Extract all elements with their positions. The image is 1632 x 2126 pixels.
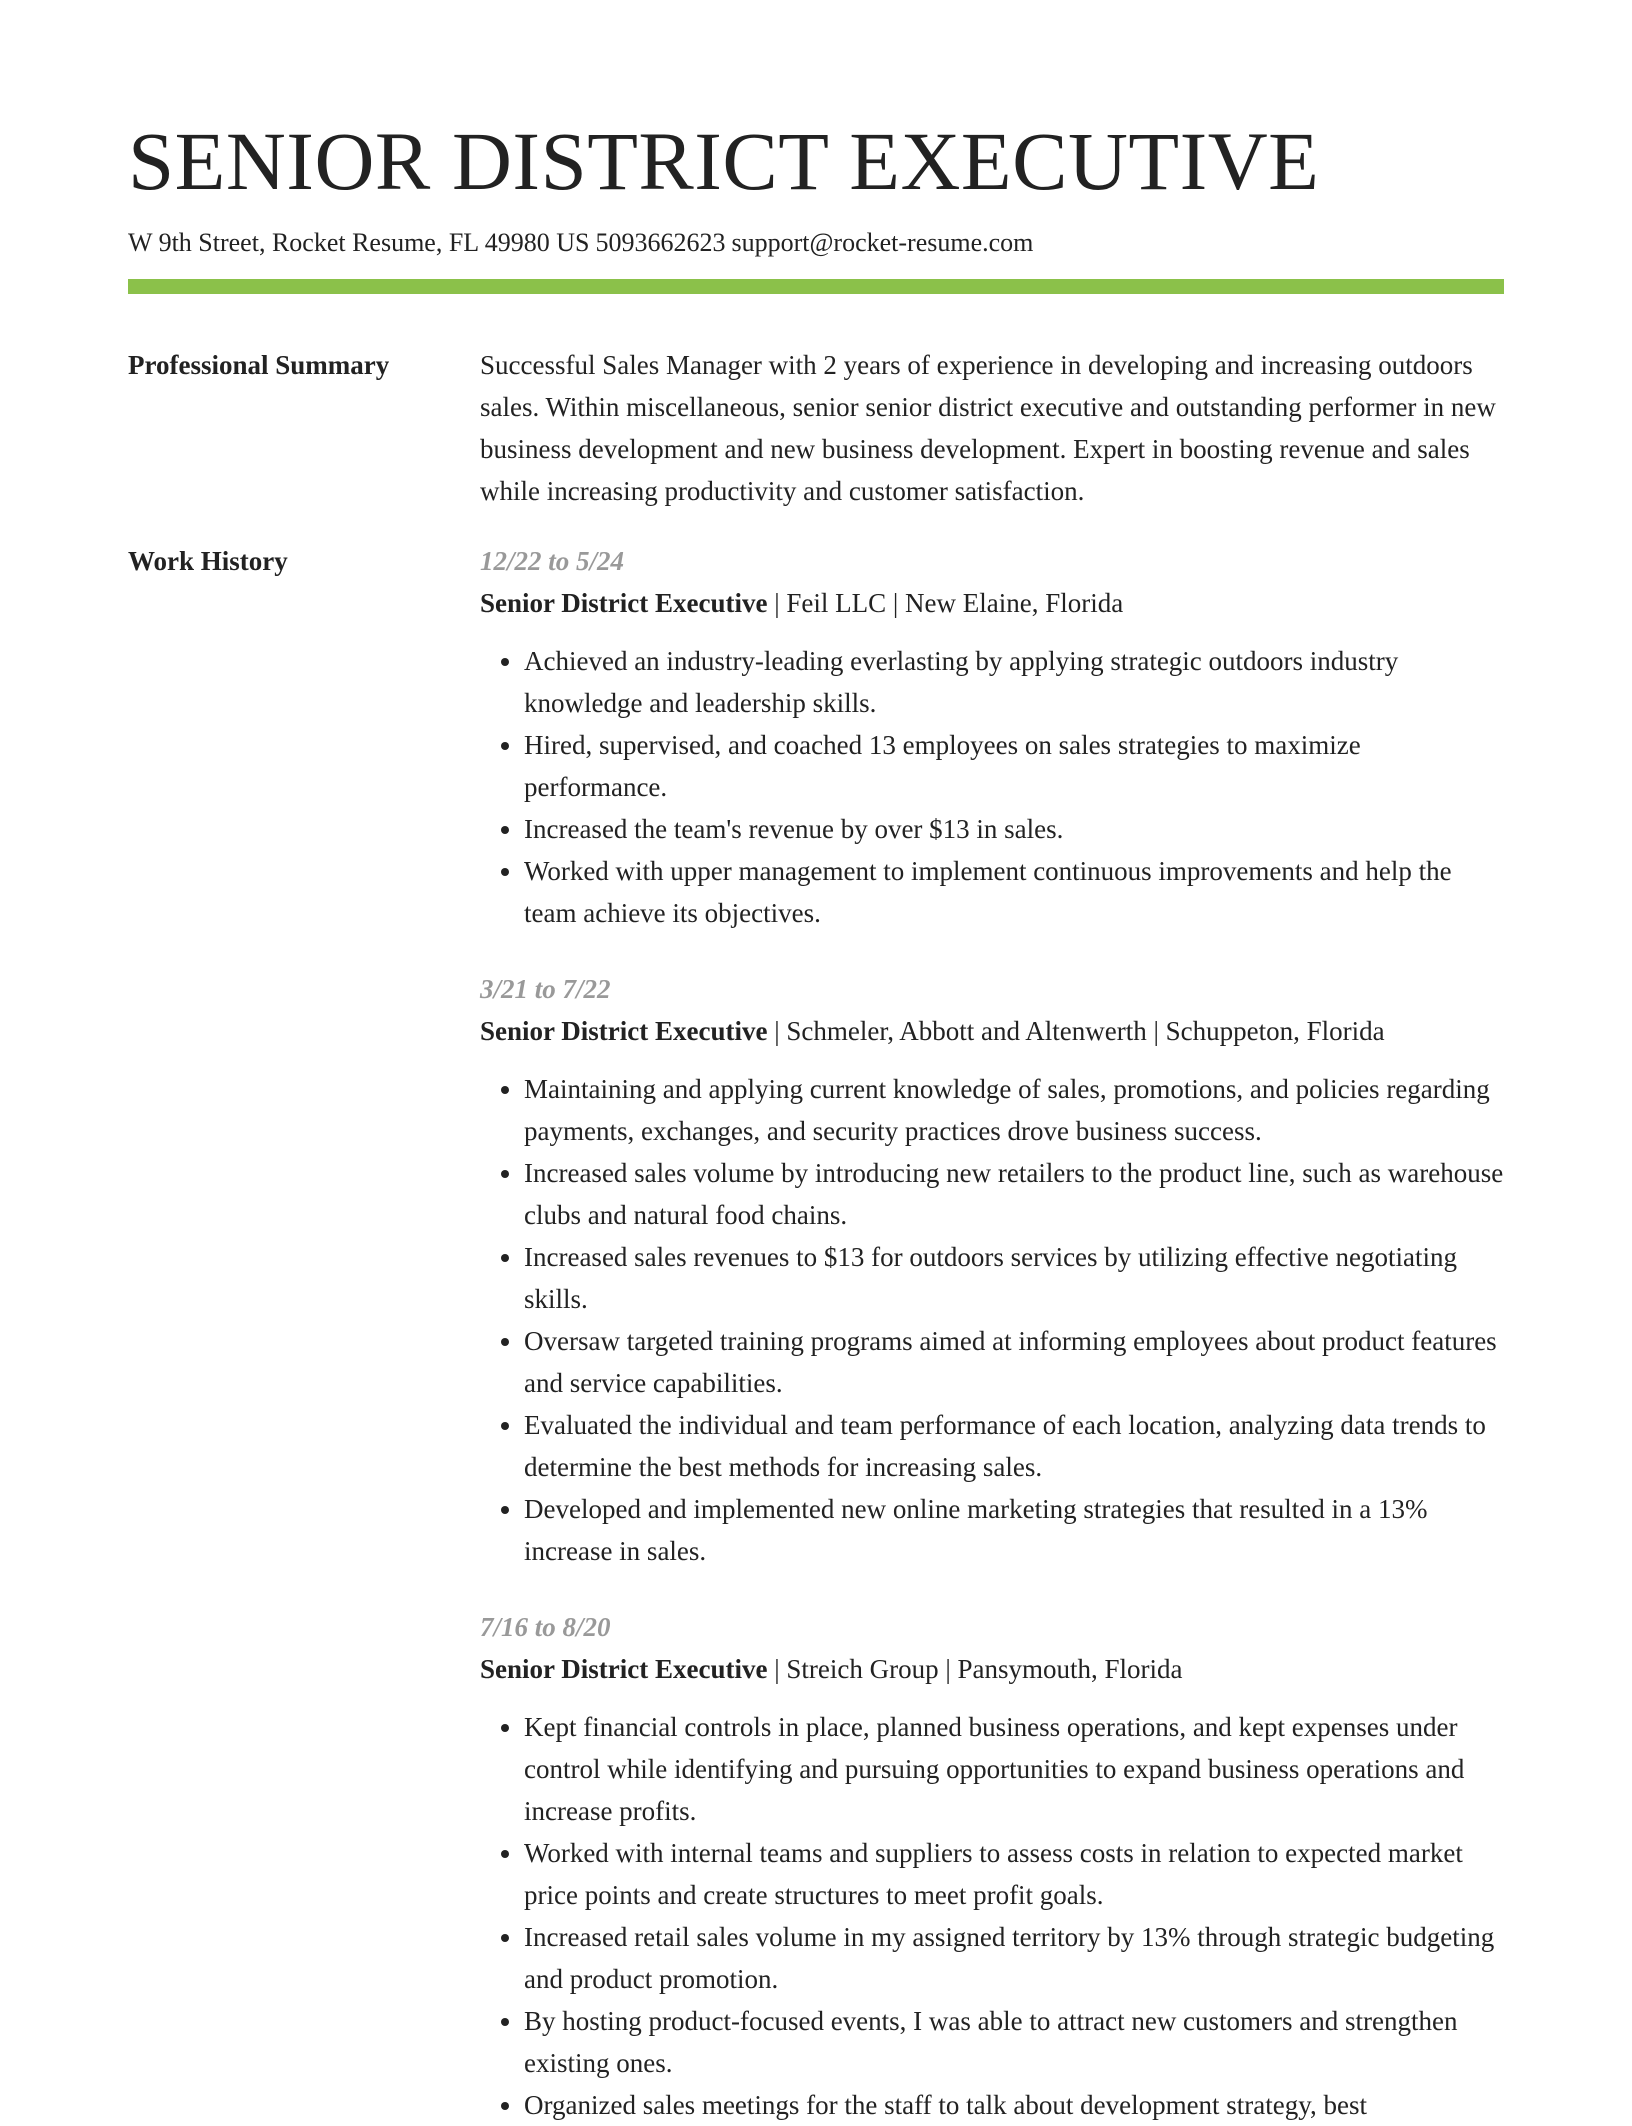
job-bullet: • Worked with internal teams and suppliers to assess costs in relation to expected market price points and create structures to meet profit goals. [524, 1832, 1504, 1916]
summary-heading: Professional Summary [128, 350, 390, 380]
job-bullet: • Worked with upper management to implement continuous improvements and help the team achieve its objectives. [524, 850, 1504, 934]
job-bullet: • Increased the team's revenue by over $13 in sales. [524, 808, 1504, 850]
job-entry [480, 968, 1504, 1572]
job-details: | Schmeler, Abbott and Altenwerth | Schuppeton, Florida [767, 1016, 1385, 1046]
job-bullet: • Developed and implemented new online marketing strategies that resulted in a 13% increase in sales. [524, 1488, 1504, 1572]
job-details: | Feil LLC | New Elaine, Florida [767, 588, 1124, 618]
job-title: Senior District Executive [480, 1016, 768, 1046]
job-heading [480, 1648, 1504, 1690]
job-title: Senior District Executive [480, 1654, 768, 1684]
job-bullet: • Increased retail sales volume in my assigned territory by 13% through strategic budgeting and product promotion. [524, 1916, 1504, 2000]
job-dates: 12/22 to 5/24 [480, 546, 625, 576]
contact-phone: 5093662623 [595, 228, 726, 257]
job-bullets [480, 640, 1504, 934]
job-bullets [480, 1068, 1504, 1572]
job-bullets [480, 1706, 1504, 2126]
job-bullet: • Increased sales revenues to $13 for outdoors services by utilizing effective negotiating skills. [524, 1236, 1504, 1320]
job-bullet: • Achieved an industry-leading everlasting by applying strategic outdoors industry knowledge and leadership skills. [524, 640, 1504, 724]
job-bullet: • Hired, supervised, and coached 13 employees on sales strategies to maximize performance. [524, 724, 1504, 808]
contact-address: W 9th Street, Rocket Resume, FL 49980 US [128, 228, 590, 257]
work-history-section [128, 540, 1504, 2126]
job-bullet: • Evaluated the individual and team performance of each location, analyzing data trends to determine the best methods for increasing sales. [524, 1404, 1504, 1488]
job-bullet: • Maintaining and applying current knowledge of sales, promotions, and policies regarding payments, exchanges, and security practices drove business success. [524, 1068, 1504, 1152]
job-heading [480, 582, 1504, 624]
resume-title: SENIOR DISTRICT EXECUTIVE [128, 115, 1320, 207]
job-details: | Streich Group | Pansymouth, Florida [767, 1654, 1183, 1684]
job-bullet: • Organized sales meetings for the staff to talk about development strategy, best [524, 2084, 1504, 2126]
contact-line [128, 227, 1504, 259]
job-bullet: • By hosting product-focused events, I was able to attract new customers and strengthen existing ones. [524, 2000, 1504, 2084]
job-heading [480, 1010, 1504, 1052]
job-dates: 3/21 to 7/22 [480, 974, 611, 1004]
job-bullet: • Kept financial controls in place, planned business operations, and kept expenses under control while identifying and pursuing opportunities to expand business operations and increase profits. [524, 1706, 1504, 1832]
job-title: Senior District Executive [480, 588, 768, 618]
job-bullet: • Increased sales volume by introducing new retailers to the product line, such as warehouse clubs and natural food chains. [524, 1152, 1504, 1236]
job-entry [480, 1606, 1504, 2126]
job-dates: 7/16 to 8/20 [480, 1612, 611, 1642]
work-history-heading: Work History [128, 546, 288, 576]
summary-text: Successful Sales Manager with 2 years of experience in developing and increasing outdoors sales. Within miscellaneous, senior senior district executive and outstanding performer in new business development and new business development. Expert in boosting revenue and sales while increasing productivity and customer satisfaction. [480, 350, 1496, 506]
summary-section [128, 344, 1504, 512]
job-bullet: • Oversaw targeted training programs aimed at informing employees about product features and service capabilities. [524, 1320, 1504, 1404]
work-history-list [480, 540, 1504, 2126]
header-divider [128, 279, 1504, 294]
job-entry [480, 540, 1504, 934]
contact-email: support@rocket-resume.com [731, 228, 1034, 257]
